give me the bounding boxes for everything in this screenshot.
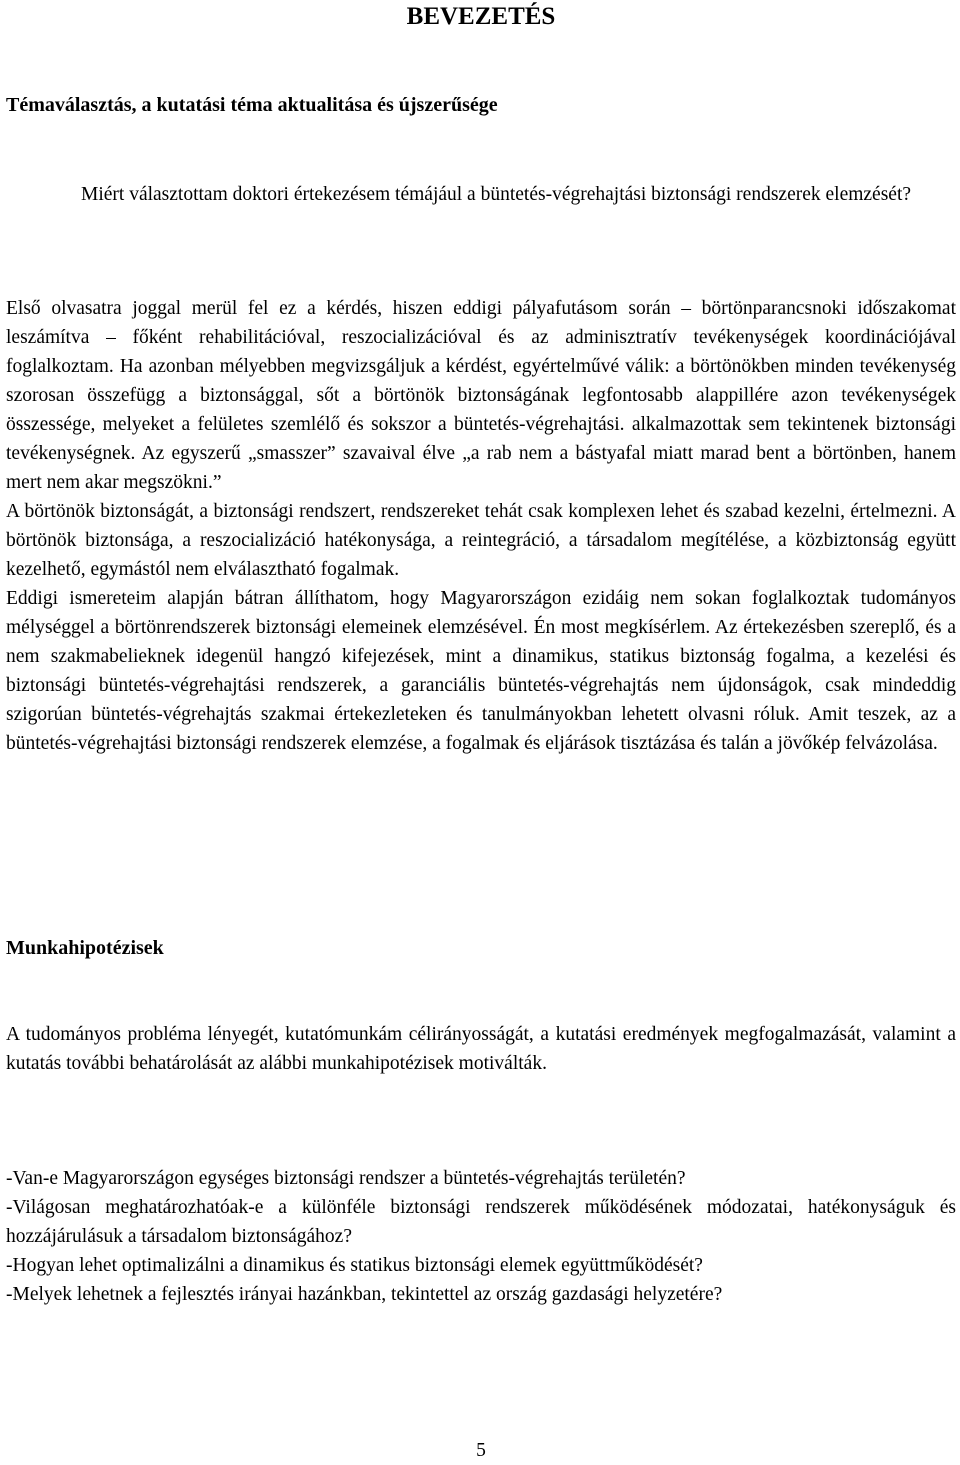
list-item: -Világosan meghatározhatóak-e a különféle biztonsági rendszerek működésének módozatai, hatékonyságuk és hozzájárulásuk a társadalom biztonságához? [6, 1197, 956, 1247]
list-item: -Melyek lehetnek a fejlesztés irányai hazánkban, tekintettel az ország gazdasági helyzetére? [6, 1284, 723, 1305]
paragraph: Eddigi ismereteim alapján bátran állíthatom, hogy Magyarországon ezidáig nem sokan foglalkoztak tudományos mélységgel a börtönrendszerek biztonsági elemeinek elemzésével. Én most megkísérlem. Az értekezésben szereplő, és a nem szakmabelieknek idegenül hangzó kifejezések, mint a dinamikus, statikus biztonság fogalma, a kezelési és biztonsági büntetés-végrehajtási rendszerek, a garanciális büntetés-végrehajtás nem újdonságok, csak mindeddig szigorúan büntetés-végrehajtás szakmai értekezleteken és tanulmányokban lehetett olvasni róluk. Amit teszek, az a büntetés-végrehajtási biztonsági rendszerek elemzése, a fogalmak és eljárások tisztázása és talán a jövőkép felvázolása. [6, 588, 956, 754]
hypotheses-list [6, 1164, 956, 1309]
section-heading-topic: Témaválasztás, a kutatási téma aktualitása és újszerűsége [6, 94, 498, 116]
page-title: BEVEZETÉS [406, 3, 556, 30]
list-item: -Hogyan lehet optimalizálni a dinamikus és statikus biztonsági elemek együttműködését? [6, 1255, 703, 1276]
hypotheses-intro: A tudományos probléma lényegét, kutatómunkám célirányosságát, a kutatási eredmények megfogalmazását, valamint a kutatás további behatárolását az alábbi munkahipotézisek motiválták. [6, 1024, 956, 1074]
list-item: -Van-e Magyarországon egységes biztonsági rendszer a büntetés-végrehajtás területén? [6, 1168, 686, 1189]
paragraph: Első olvasatra joggal merül fel ez a kérdés, hiszen eddigi pályafutásom során – börtönparancsnoki időszakomat leszámítva – főként rehabilitációval, reszocializációval és az adminisztratív tevékenységek koordinációjával foglalkoztam. Ha azonban mélyebben megvizsgáljuk a kérdést, egyértelművé válik: a börtönökben minden tevékenység szorosan összefügg a biztonsággal, sőt a börtönök biztonságának legfontosabb alappillére azon tevékenységek összessége, melyeket a felületes szemlélő és sokszor a büntetés-végrehajtási. alkalmazottak sem tekintenek biztonsági tevékenységnek. Az egyszerű „smasszer” szavaival élve „a rab nem a bástyafal miatt marad bent a börtönben, hanem mert nem akar megszökni.” [6, 298, 956, 493]
page-number: 5 [476, 1440, 486, 1461]
document-page [6, 0, 956, 1464]
intro-question: Miért választottam doktori értekezésem témájául a büntetés-végrehajtási biztonsági rendszerek elemzését? [81, 184, 912, 205]
paragraph: A börtönök biztonságát, a biztonsági rendszert, rendszereket tehát csak komplexen lehet és szabad kezelni, értelmezni. A börtönök biztonsága, a reszocializáció hatékonysága, a reintegráció, a társadalom megítélése, a közbiztonság együtt kezelhető, egymástól nem elválasztható fogalmak. [6, 501, 956, 580]
section-heading-hypotheses: Munkahipotézisek [6, 937, 164, 959]
body-text [6, 294, 956, 758]
